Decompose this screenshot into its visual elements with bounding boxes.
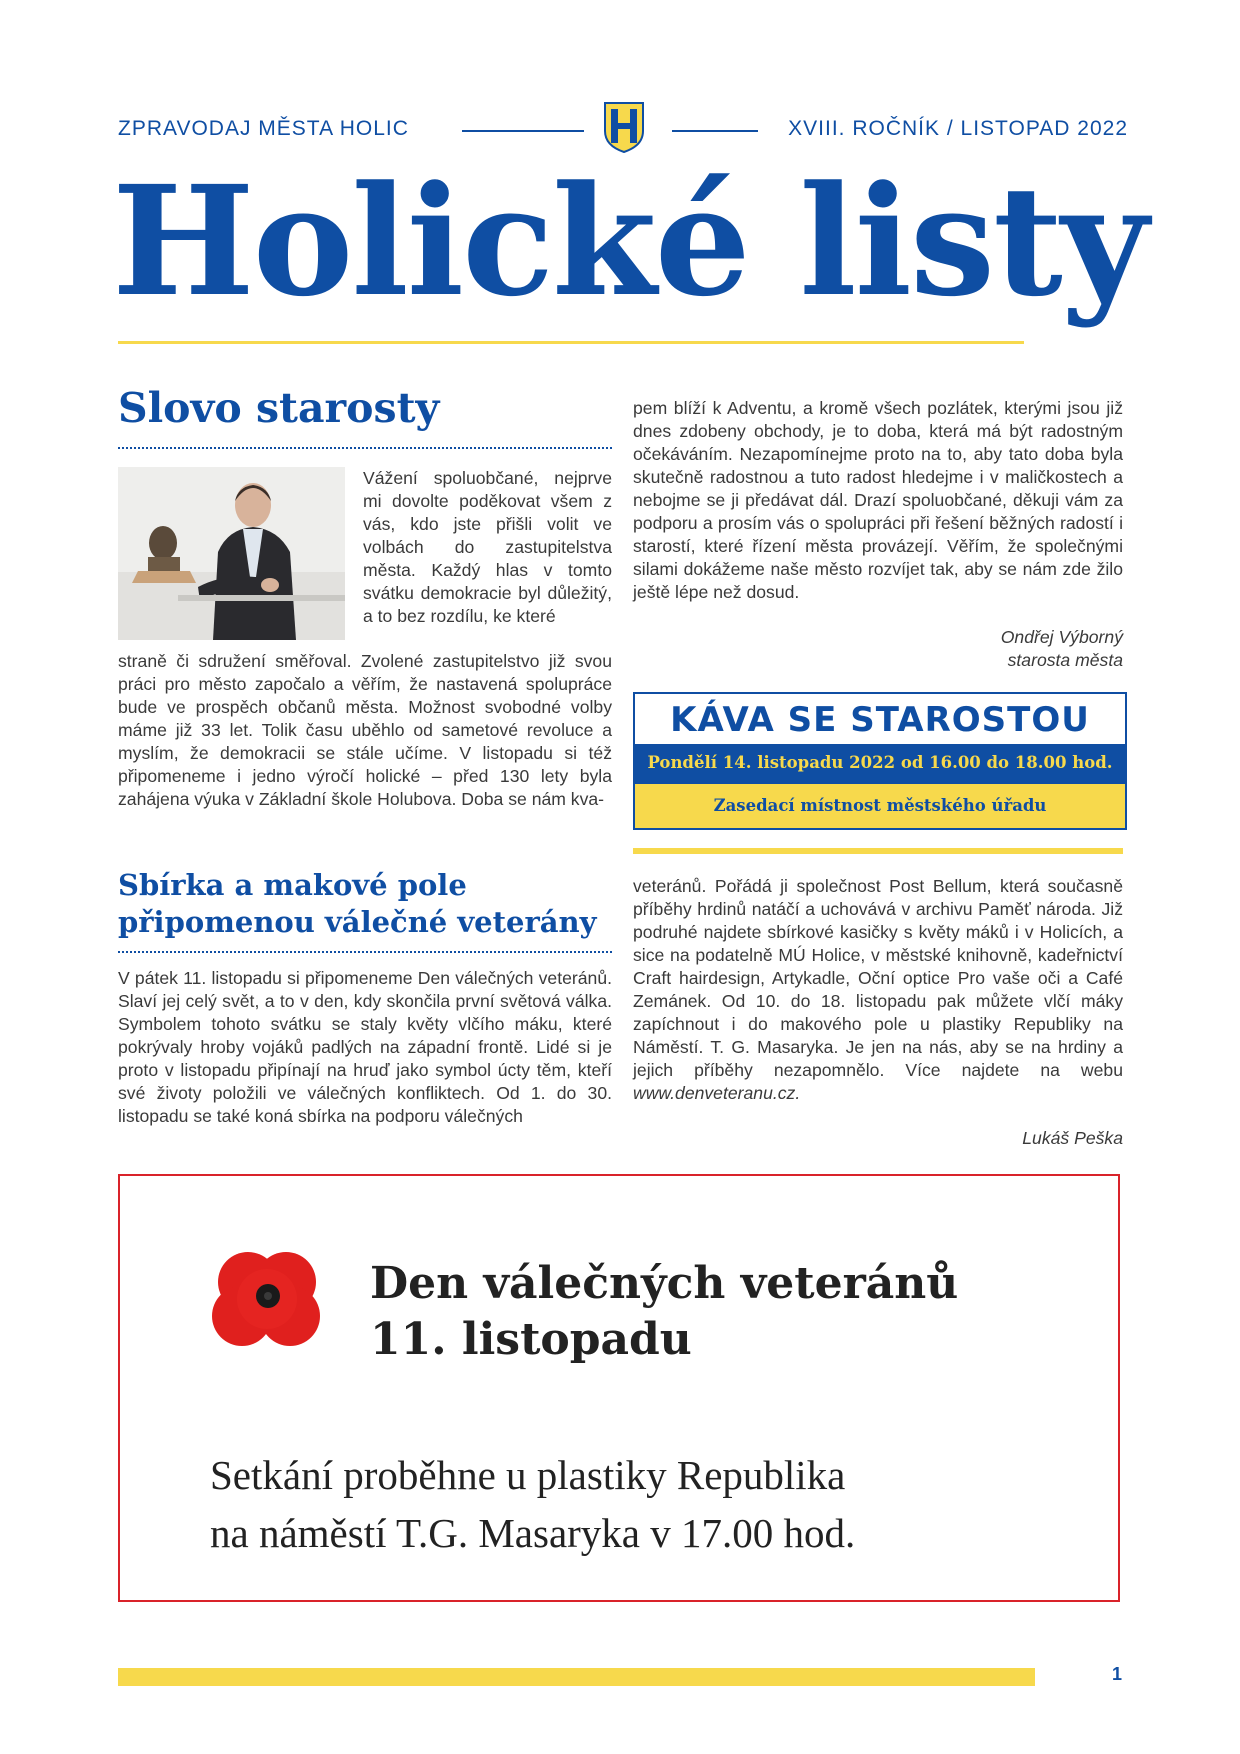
mayor-portrait-photo xyxy=(118,467,345,640)
veterans-web-link[interactable]: www.denveteranu.cz. xyxy=(633,1083,801,1103)
veterans-box-sub-line2: na náměstí T.G. Masaryka v 17.00 hod. xyxy=(210,1510,856,1556)
footer-bar xyxy=(118,1668,1035,1686)
title-underline xyxy=(118,341,1024,344)
mayor-signature-name: Ondřej Výborný xyxy=(1000,627,1123,647)
mayor-article-heading: Slovo starosty xyxy=(118,384,440,432)
mayor-text-left-column: straně či sdružení směřoval. Zvolené zastupitelstvo již svou práci pro město započalo a věřím, že nastavená spolupráce bude ve prospěch občanů města. Možnost svobodné volby máme již 33 let. Tolik času uběhlo od sametové revoluce a myslím, že demokracii se stále učíme. V listopadu si též připomeneme i jedno výročí holické – před 130 lety byla zahájena výuka v Základní škole Holubova. Doba se nám kva- xyxy=(118,651,612,809)
coffee-with-mayor-box xyxy=(633,692,1127,830)
issue-label: XVIII. ROČNÍK / LISTOPAD 2022 xyxy=(788,117,1128,140)
coffee-box-place: Zasedací místnost městského úřadu xyxy=(635,782,1125,828)
veterans-box-title-line1: Den válečných veteránů xyxy=(370,1258,959,1309)
veterans-box-title xyxy=(370,1256,958,1368)
header-divider-left xyxy=(462,130,584,132)
veterans-day-box xyxy=(118,1174,1120,1602)
veterans-heading-line2: připomenou válečné veterány xyxy=(118,905,597,939)
veterans-text-right-column xyxy=(633,875,1123,1105)
veterans-text-right: veteránů. Pořádá ji společnost Post Bellum, která současně příběhy hrdinů natáčí a uchovává v archivu Paměť národa. Již podruhé najdete sbírkové kasičky s květy máků i v Holicích, a sice na podatelně MÚ Holice, v městské knihovně, kadeřnictví Craft hairdesign, Artykadle, Oční optice Pro vaše oči a Café Zemánek. Od 10. do 18. listopadu pak můžete vlčí máky zapíchnout i do makového pole u plastiky Republiky na Náměstí. T. G. Masaryka. Je jen na nás, aby se na hrdiny a jejich příběhy nezapomnělo. Více najdete na webu xyxy=(633,876,1123,1080)
mayor-signature-role: starosta města xyxy=(1007,650,1123,670)
newsletter-label: ZPRAVODAJ MĚSTA HOLIC xyxy=(118,117,409,140)
poppy-icon xyxy=(212,1244,322,1354)
newsletter-title: Holické listy xyxy=(112,152,1147,330)
coffee-box-date: Pondělí 14. listopadu 2022 od 16.00 do 18.00 hod. xyxy=(635,744,1125,782)
page-number: 1 xyxy=(1111,1664,1122,1684)
veterans-box-sub-line1: Setkání proběhne u plastiky Republika xyxy=(210,1452,846,1498)
header-divider-right xyxy=(672,130,758,132)
mayor-text-beside-photo: Vážení spoluobčané, nejprve mi dovolte poděkovat všem z vás, kdo jste přišli volit ve volbách do zastupitelstva města. Každý hlas v tomto svátku demokracie byl důležitý, a to bez rozdílu, ke které xyxy=(363,468,612,626)
holice-coat-of-arms-icon xyxy=(603,101,645,153)
coffee-box-title: KÁVA SE STAROSTOU xyxy=(670,700,1090,740)
veterans-box-subtitle xyxy=(210,1446,855,1562)
veterans-text-left-column: V pátek 11. listopadu si připomeneme Den válečných veteránů. Slaví jej celý svět, a to v den, kdy skončila první světová válka. Symbolem tohoto svátku se staly květy vlčího máku, které pokrývaly hroby vojáků padlých na západní frontě. Lidé si je proto v listopadu připínají na hruď jako symbol úcty těm, kteří své životy položili ve válečných konfliktech. Od 1. do 30. listopadu se také koná sbírka na podporu válečných xyxy=(118,968,612,1126)
veterans-signature: Lukáš Peška xyxy=(1022,1128,1123,1148)
heading-dotted-rule xyxy=(118,447,612,449)
veterans-heading-dotted-rule xyxy=(118,951,612,953)
mayor-text-right-column: pem blíží k Adventu, a kromě všech pozlátek, kterými jsou již dnes zdobeny obchody, je to doba, která má být radostným očekáváním. Nezapomínejme proto na to, aby tato doba byla skutečně radostnou a tuto radost hledejme i v maličkostech a nebojme se ji předávat dál. Drazí spoluobčané, děkuji vám za podporu a prosím vás o spolupráci při řešení běžných radostí i starostí, které řízení města provázejí. Věřím, že společnými silami dokážeme naše město rozvíjet tak, aby se nám zde žilo ještě lépe než dosud. xyxy=(633,398,1123,602)
veterans-heading-line1: Sbírka a makové pole xyxy=(118,868,467,902)
section-divider xyxy=(633,848,1123,854)
veterans-box-title-line2: 11. listopadu xyxy=(370,1314,692,1365)
